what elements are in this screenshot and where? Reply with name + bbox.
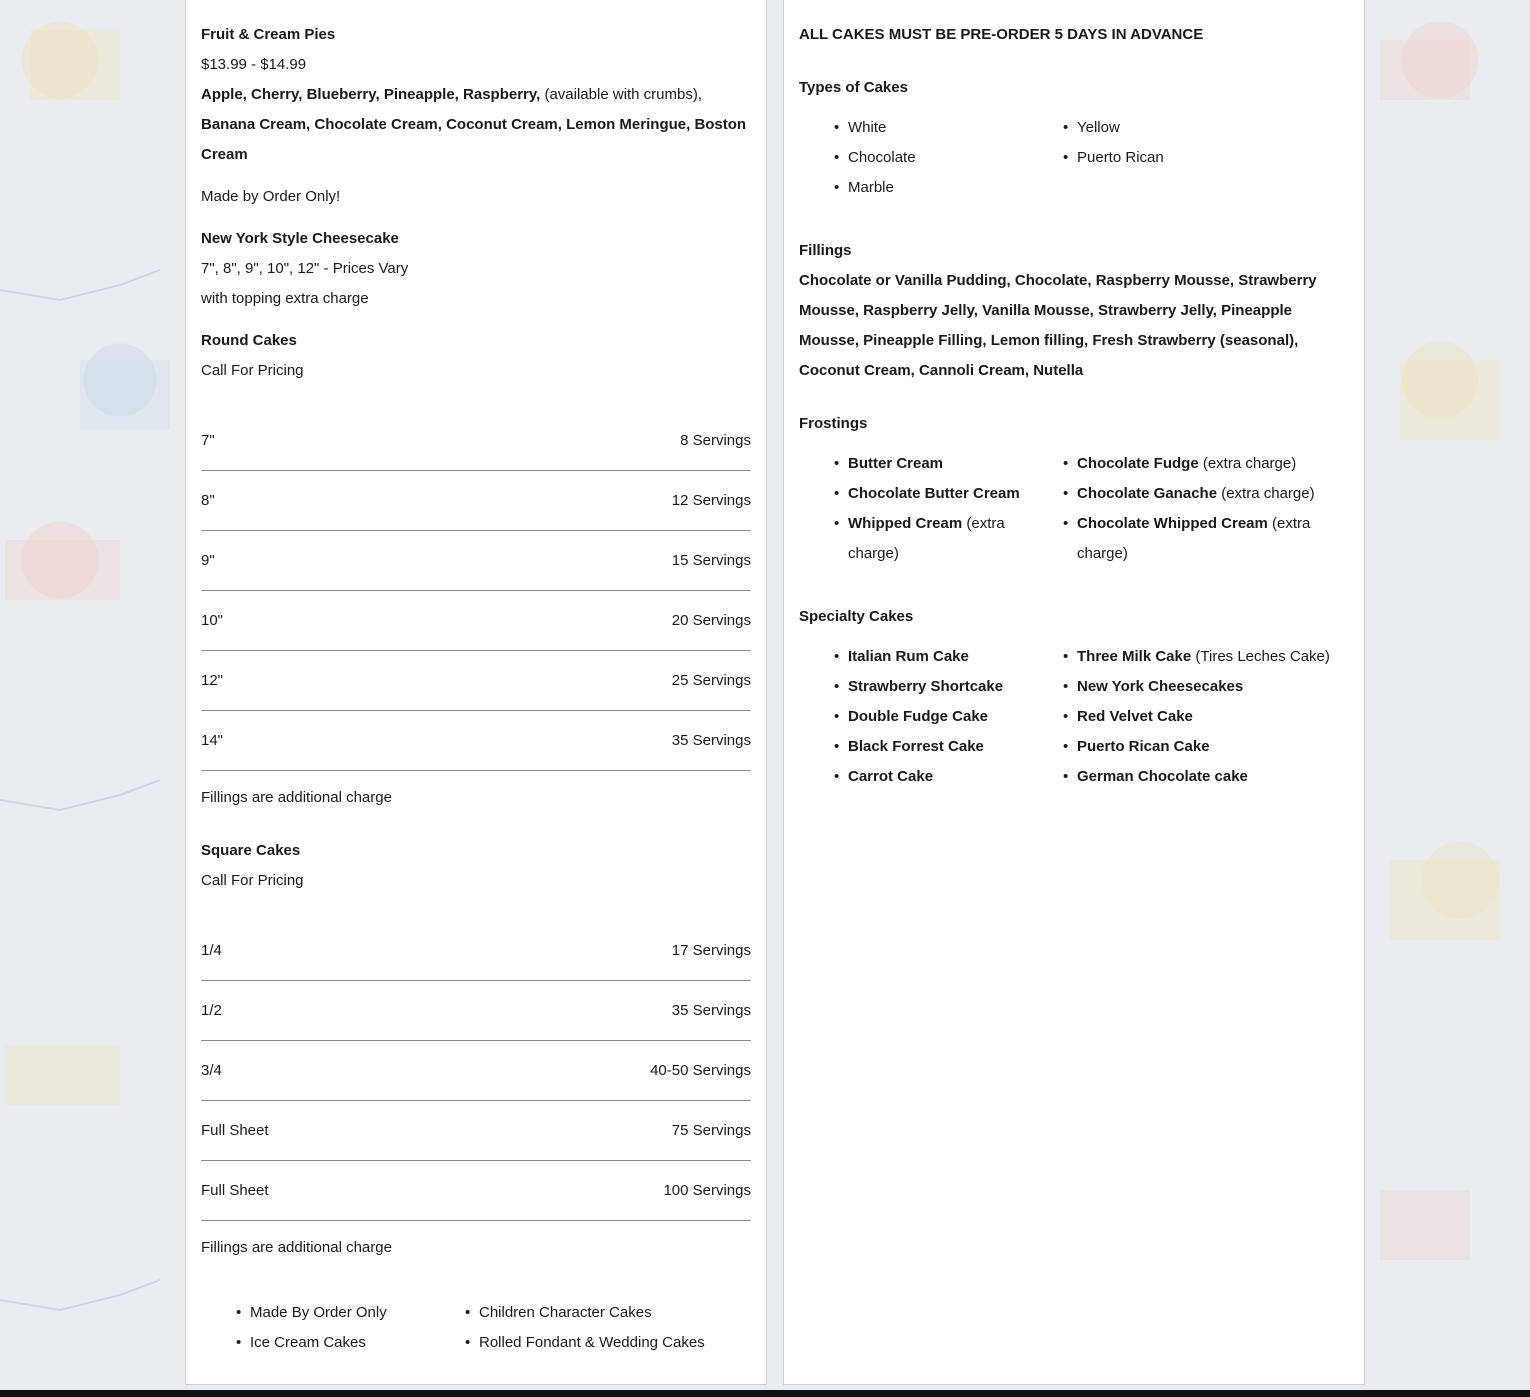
list-item bbox=[1063, 479, 1343, 509]
list-item: • Chocolate bbox=[834, 143, 1063, 173]
frosting-note: (extra charge) bbox=[848, 515, 1005, 562]
specialty-name: Italian Rum Cake bbox=[848, 648, 969, 665]
list-item bbox=[834, 509, 1063, 569]
size-cell: 12" bbox=[201, 672, 224, 689]
fillings-list: Chocolate or Vanilla Pudding, Chocolate, Raspberry Mousse, Strawberry Mousse, Raspberry Jelly, Vanilla Mousse, Strawberry Jelly, Pineapple Mousse, Pineapple Filling, Lemon filling, Fresh Strawberry (seasonal), Coconut Cream, Cannoli Cream, Nutella bbox=[799, 272, 1317, 379]
frosting-note: (extra charge) bbox=[1221, 485, 1315, 502]
extras-list bbox=[201, 1298, 751, 1358]
list-item bbox=[834, 642, 1063, 672]
list-item bbox=[1063, 509, 1343, 569]
cake-types-list bbox=[799, 113, 1349, 203]
list-item bbox=[834, 449, 1063, 479]
cake-decoration bbox=[1400, 360, 1500, 440]
list-item: • Marble bbox=[834, 173, 1063, 203]
specialty-name: Black Forrest Cake bbox=[848, 738, 984, 755]
table-row bbox=[201, 411, 751, 471]
list-item bbox=[834, 732, 1063, 762]
round-fillings-note: Fillings are additional charge bbox=[201, 789, 392, 806]
cake-types-column bbox=[1063, 113, 1343, 203]
servings-cell: 8 Servings bbox=[680, 432, 751, 449]
extras-column bbox=[236, 1298, 465, 1358]
specialty-cakes-list bbox=[799, 642, 1349, 792]
specialty-name: German Chocolate cake bbox=[1077, 768, 1248, 785]
specialty-cakes-title: Specialty Cakes bbox=[799, 608, 914, 625]
frostings-column bbox=[834, 449, 1063, 569]
cake-decoration bbox=[5, 540, 120, 600]
servings-cell: 35 Servings bbox=[671, 1002, 751, 1019]
round-cakes-pricing: Call For Pricing bbox=[201, 362, 304, 379]
servings-cell: 35 Servings bbox=[671, 732, 751, 749]
list-item bbox=[834, 479, 1063, 509]
table-row bbox=[201, 981, 751, 1041]
pies-price: $13.99 - $14.99 bbox=[201, 56, 307, 73]
frosting-note: (extra charge) bbox=[1202, 455, 1297, 472]
pies-flavors bbox=[201, 80, 751, 170]
preorder-notice: ALL CAKES MUST BE PRE-ORDER 5 DAYS IN ADVANCE bbox=[799, 26, 1204, 43]
list-item bbox=[1063, 762, 1343, 792]
servings-cell: 75 Servings bbox=[671, 1122, 751, 1139]
table-row bbox=[201, 1101, 751, 1161]
servings-cell: 15 Servings bbox=[671, 552, 751, 569]
bunting-decoration bbox=[0, 780, 160, 810]
frostings-list bbox=[799, 449, 1349, 569]
size-cell: 1/4 bbox=[201, 942, 222, 959]
cake-types-title: Types of Cakes bbox=[799, 79, 908, 96]
bunting-decoration bbox=[0, 1280, 160, 1310]
frosting-name: Chocolate Butter Cream bbox=[848, 485, 1020, 502]
servings-cell: 20 Servings bbox=[671, 612, 751, 629]
specialty-name: Strawberry Shortcake bbox=[848, 678, 1004, 695]
list-item: • Yellow bbox=[1063, 113, 1343, 143]
list-item bbox=[1063, 449, 1343, 479]
list-item bbox=[834, 702, 1063, 732]
pies-cream-list: Banana Cream, Chocolate Cream, Coconut Cream, Lemon Meringue, Boston Cream bbox=[201, 116, 747, 163]
size-cell: 3/4 bbox=[201, 1062, 222, 1079]
cake-decoration bbox=[1390, 860, 1500, 940]
table-row bbox=[201, 711, 751, 771]
table-row bbox=[201, 921, 751, 981]
specialty-name: Three Milk Cake bbox=[1077, 648, 1192, 665]
list-item bbox=[1063, 642, 1343, 672]
cake-decoration bbox=[80, 360, 170, 430]
specialty-name: Carrot Cake bbox=[848, 768, 934, 785]
list-item bbox=[1063, 732, 1343, 762]
specialty-column bbox=[834, 642, 1063, 792]
size-cell: Full Sheet bbox=[201, 1182, 269, 1199]
square-cakes-pricing: Call For Pricing bbox=[201, 872, 304, 889]
round-cakes-title: Round Cakes bbox=[201, 332, 297, 349]
size-cell: 7" bbox=[201, 432, 215, 449]
servings-cell: 12 Servings bbox=[671, 492, 751, 509]
right-menu-panel bbox=[783, 0, 1365, 1385]
cake-decoration bbox=[30, 30, 120, 100]
cheesecake-title: New York Style Cheesecake bbox=[201, 230, 399, 247]
table-row bbox=[201, 651, 751, 711]
left-menu-panel bbox=[185, 0, 767, 1385]
square-cakes-title: Square Cakes bbox=[201, 842, 301, 859]
table-row bbox=[201, 531, 751, 591]
frosting-name: Chocolate Whipped Cream bbox=[1077, 515, 1268, 532]
list-item bbox=[1063, 702, 1343, 732]
frosting-name: Chocolate Ganache bbox=[1077, 485, 1218, 502]
cake-decoration bbox=[5, 1045, 120, 1105]
pies-order-note: Made by Order Only! bbox=[201, 188, 341, 205]
list-item bbox=[834, 672, 1063, 702]
list-item: • Puerto Rican bbox=[1063, 143, 1343, 173]
pies-fruit-list: Apple, Cherry, Blueberry, Pineapple, Raspberry, bbox=[201, 86, 541, 103]
table-row bbox=[201, 1041, 751, 1101]
list-item: • Children Character Cakes bbox=[465, 1298, 745, 1328]
table-row bbox=[201, 591, 751, 651]
frosting-note: (extra charge) bbox=[1077, 515, 1311, 562]
round-cakes-table bbox=[201, 411, 751, 771]
pies-title: Fruit & Cream Pies bbox=[201, 26, 336, 43]
size-cell: 1/2 bbox=[201, 1002, 222, 1019]
fillings-title: Fillings bbox=[799, 242, 852, 259]
list-item bbox=[834, 762, 1063, 792]
size-cell: 14" bbox=[201, 732, 224, 749]
square-fillings-note: Fillings are additional charge bbox=[201, 1239, 392, 1256]
cake-types-column bbox=[834, 113, 1063, 203]
frostings-column bbox=[1063, 449, 1343, 569]
specialty-note: (Tires Leches Cake) bbox=[1195, 648, 1330, 665]
table-row bbox=[201, 471, 751, 531]
size-cell: 9" bbox=[201, 552, 215, 569]
specialty-name: Double Fudge Cake bbox=[848, 708, 989, 725]
list-item: • White bbox=[834, 113, 1063, 143]
cake-decoration bbox=[1380, 1190, 1470, 1260]
size-cell: Full Sheet bbox=[201, 1122, 269, 1139]
frostings-title: Frostings bbox=[799, 415, 868, 432]
frosting-name: Butter Cream bbox=[848, 455, 944, 472]
cheesecake-sizes: 7", 8", 9", 10", 12" - Prices Vary bbox=[201, 260, 409, 277]
cake-decoration bbox=[1380, 40, 1470, 100]
list-item: • Ice Cream Cakes bbox=[236, 1328, 465, 1358]
bunting-decoration bbox=[0, 270, 160, 300]
bottom-bar bbox=[0, 1390, 1530, 1397]
servings-cell: 40-50 Servings bbox=[650, 1062, 751, 1079]
cheesecake-topping: with topping extra charge bbox=[201, 290, 369, 307]
specialty-name: Puerto Rican Cake bbox=[1077, 738, 1210, 755]
list-item: • Made By Order Only bbox=[236, 1298, 465, 1328]
pies-crumb-note: (available with crumbs), bbox=[544, 86, 703, 103]
servings-cell: 25 Servings bbox=[671, 672, 751, 689]
specialty-column bbox=[1063, 642, 1343, 792]
servings-cell: 17 Servings bbox=[671, 942, 751, 959]
square-cakes-table bbox=[201, 921, 751, 1221]
specialty-name: Red Velvet Cake bbox=[1077, 708, 1193, 725]
extras-column bbox=[465, 1298, 745, 1358]
servings-cell: 100 Servings bbox=[663, 1182, 751, 1199]
table-row bbox=[201, 1161, 751, 1221]
size-cell: 8" bbox=[201, 492, 215, 509]
specialty-name: New York Cheesecakes bbox=[1077, 678, 1244, 695]
list-item bbox=[1063, 672, 1343, 702]
size-cell: 10" bbox=[201, 612, 224, 629]
list-item: • Rolled Fondant & Wedding Cakes bbox=[465, 1328, 745, 1358]
frosting-name: Whipped Cream bbox=[848, 515, 963, 532]
frosting-name: Chocolate Fudge bbox=[1077, 455, 1199, 472]
